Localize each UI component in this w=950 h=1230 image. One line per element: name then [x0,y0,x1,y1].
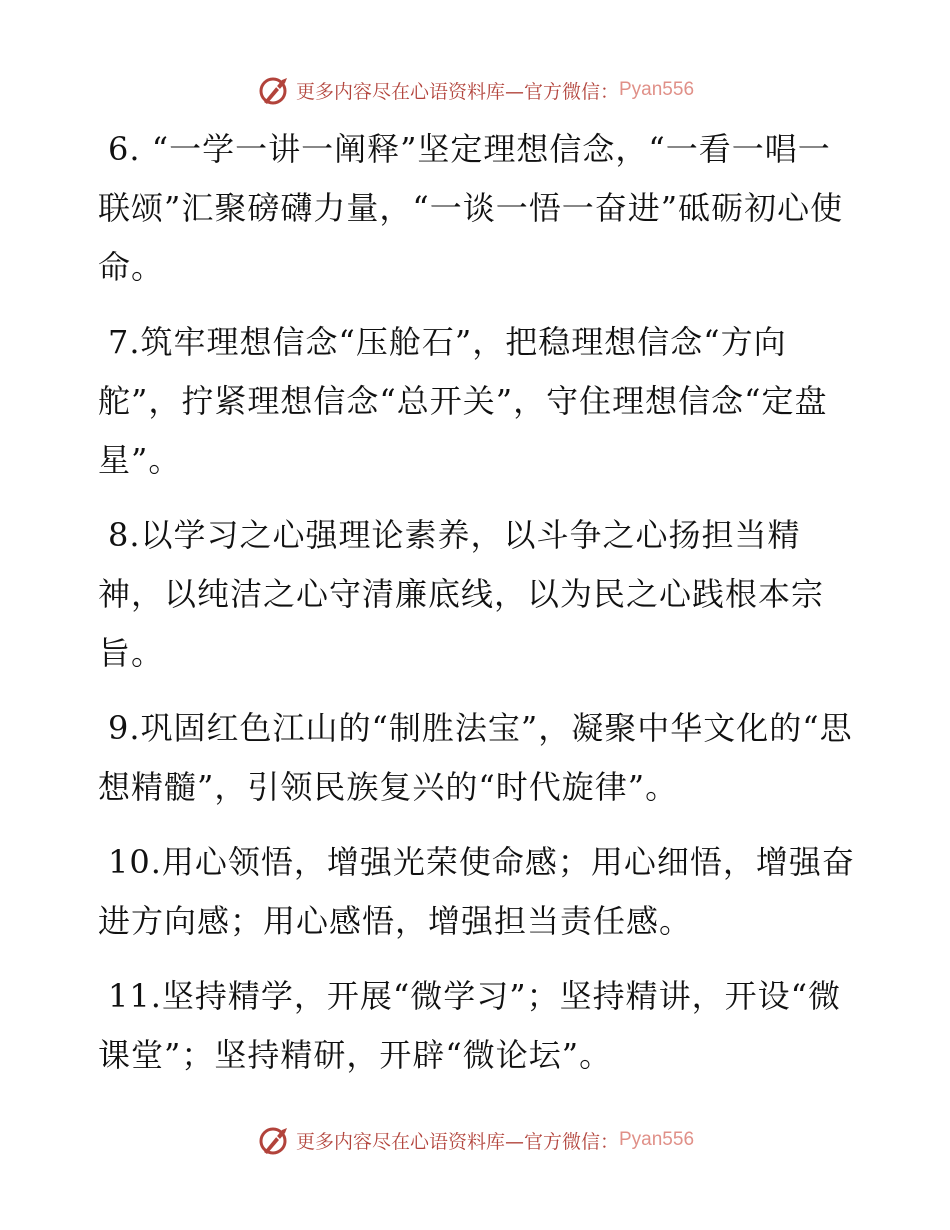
footer-banner-official-label: —官方微信： [504,1130,619,1153]
header-banner-main-text: 更多内容尽在心语资料库 [295,80,505,103]
list-item: 8.以学习之心强理论素养，以斗争之心扬担当精神，以纯洁之心守清廉底线，以为民之心践根本宗旨。 [98,516,825,672]
header-banner [0,70,950,110]
header-banner-wechat-id: Pyan556 [619,79,695,100]
list-item: 7.筑牢理想信念“压舱石”，把稳理想信念“方向舵”，拧紧理想信念“总开关”，守住理想信念“定盘星”。 [98,323,828,479]
pen-circle-logo-icon [256,1122,292,1158]
footer-banner-wechat-id: Pyan556 [619,1129,695,1150]
header-banner-official-label: —官方微信： [504,80,619,103]
list-item: 6. “一学一讲一阐释”坚定理想信念，“一看一唱一联颂”汇聚磅礴力量，“一谈一悟一奋进”砥砺初心使命。 [98,130,844,286]
footer-banner-main-text: 更多内容尽在心语资料库 [295,1130,505,1153]
list-item: 10.用心领悟，增强光荣使命感；用心细悟，增强奋进方向感；用心感悟，增强担当责任感。 [98,843,855,940]
pen-circle-logo-icon [256,72,292,108]
list-item: 11.坚持精学，开展“微学习”；坚持精讲，开设“微课堂”；坚持精研，开辟“微论坛”。 [98,977,841,1074]
document-body [98,120,858,1101]
list-item: 9.巩固红色江山的“制胜法宝”，凝聚中华文化的“思想精髓”，引领民族复兴的“时代旋律”。 [98,709,853,806]
footer-banner [0,1120,950,1160]
